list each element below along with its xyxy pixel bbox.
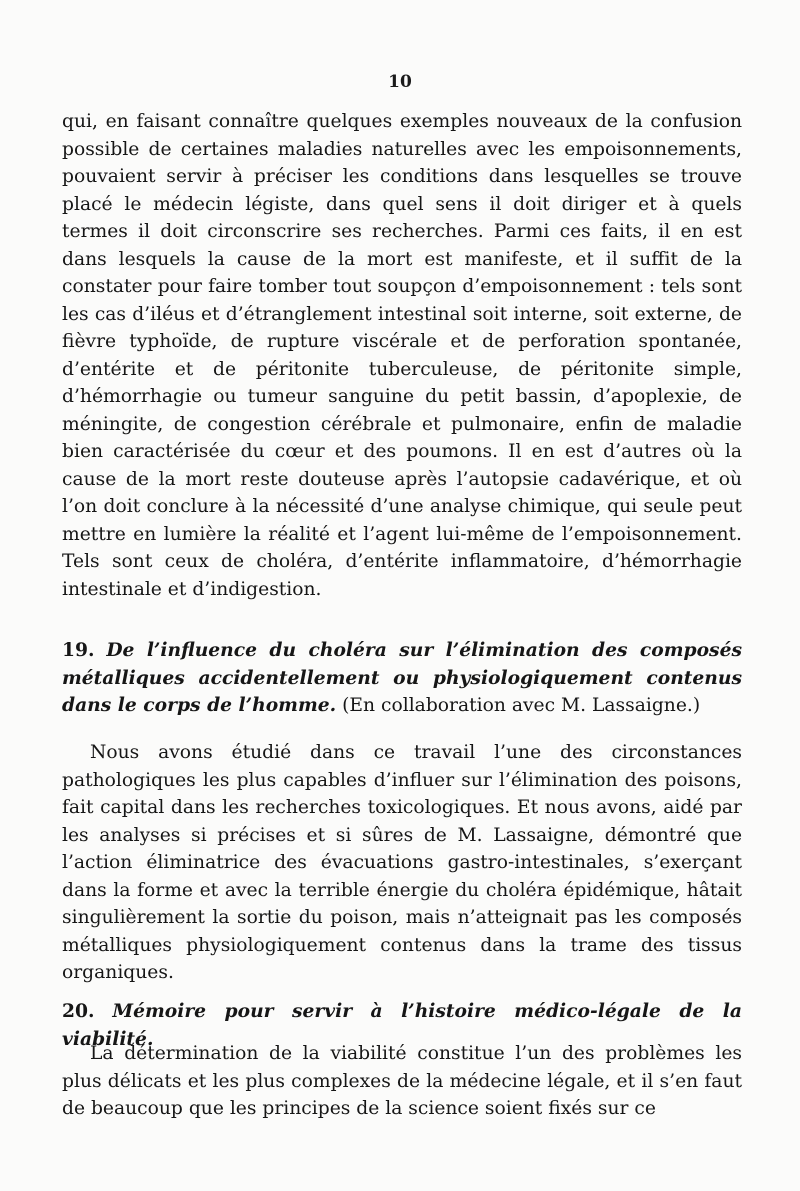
section-number-19: 19. [62,639,95,661]
section-title-20: Mémoire pour servir à l’histoire médico-légale de la viabilité. [62,1000,742,1050]
body-paragraph-2: Nous avons étudié dans ce travail l’une des circonstances pathologiques les plus capables d’influer sur l’élimination des poisons, fait capital dans les recherches toxicologiques. Et nous avons, aidé par les analyses si précises et si sûres de M. Lassaigne, démontré que l’action éliminatrice des évacuations gastro-intestinales, s’exerçant dans la forme et avec la terrible énergie du choléra épidémique, hâtait singulièrement la sortie du poison, mais n’atteignait pas les composés métalliques physiologiquement contenus dans la trame des tissus organiques. [62,742,742,983]
body-paragraph-3: La détermination de la viabilité constitue l’un des problèmes les plus délicats et les plus complexes de la médecine légale, et il s’en faut de beaucoup que les principes de la science soient fixés sur ce [62,1043,742,1119]
section-heading-19 [62,637,742,720]
section-note-19: (En collaboration avec M. Lassaigne.) [342,695,701,716]
page-number: 10 [388,72,412,92]
section-number-20: 20. [62,1000,95,1022]
body-paragraph-1: qui, en faisant connaître quelques exemples nouveaux de la confusion possible de certaines maladies naturelles avec les empoisonnements, pouvaient servir à préciser les conditions dans lesquelles se trouve placé le médecin légiste, dans quel sens il doit diriger et à quels termes il doit circonscrire ses recherches. Parmi ces faits, il en est dans lesquels la cause de la mort est manifeste, et il suffit de la constater pour faire tomber tout soupçon d’empoisonnement : tels sont les cas d’iléus et d’étranglement intestinal soit interne, soit externe, de fièvre typhoïde, de rupture viscérale et de perforation spontanée, d’entérite et de péritonite tuberculeuse, de péritonite simple, d’hémorrhagie ou tumeur sanguine du petit bassin, d’apoplexie, de méningite, de congestion cérébrale et pulmonaire, enfin de maladie bien caractérisée du cœur et des poumons. Il en est d’autres où la cause de la mort reste douteuse après l’autopsie cadavérique, et où l’on doit conclure à la nécessité d’une analyse chimique, qui seule peut mettre en lumière la réalité et l’agent lui-même de l’empoisonnement. Tels sont ceux de choléra, d’entérite inflammatoire, d’hémorrhagie intestinale et d’indigestion. [62,111,742,600]
section-title-19: De l’influence du choléra sur l’élimination des composés métalliques accidentellement ou physiologiquement contenus dans le corps de l’homme. [62,639,742,716]
